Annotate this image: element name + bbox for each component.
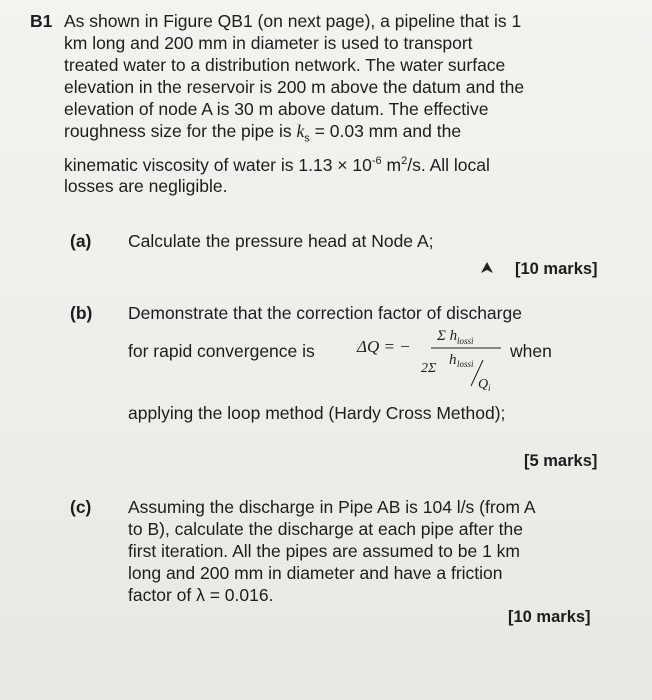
correction-factor-formula xyxy=(355,328,505,392)
part-b-line2-prefix: for rapid convergence is xyxy=(128,341,315,361)
intro-line: treated water to a distribution network. The water surface xyxy=(64,55,506,75)
exponent: 2 xyxy=(401,154,408,167)
question-intro xyxy=(64,10,524,197)
part-c-line: factor of λ = 0.016. xyxy=(128,585,274,605)
part-b-marks: [5 marks] xyxy=(524,452,598,470)
part-b-line3: applying the loop method (Hardy Cross Method); xyxy=(128,403,506,423)
intro-line: km long and 200 mm in diameter is used to transport xyxy=(64,33,473,53)
part-a-marks: [10 marks] xyxy=(515,260,598,278)
intro-text: kinematic viscosity of water is 1.13 × 10 xyxy=(64,154,372,175)
part-c-line: to B), calculate the discharge at each pipe after the xyxy=(128,519,523,539)
part-c-label: (c) xyxy=(70,497,92,517)
question-number: B1 xyxy=(30,11,53,31)
formula-denominator-h: h xyxy=(449,352,457,368)
formula-numerator: Σ h xyxy=(437,328,458,344)
mouse-cursor-icon xyxy=(480,261,494,277)
part-c-marks: [10 marks] xyxy=(508,608,591,626)
intro-line: elevation in the reservoir is 200 m above the datum and the xyxy=(64,77,525,97)
part-a-label: (a) xyxy=(70,231,92,251)
part-b-label: (b) xyxy=(70,303,93,323)
roughness-subscript: s xyxy=(304,132,310,145)
part-c-line: Assuming the discharge in Pipe AB is 104 l/s (from A xyxy=(128,497,536,517)
part-c-line: first iteration. All the pipes are assumed to be 1 km xyxy=(128,541,520,561)
formula-lhs: ΔQ = − xyxy=(357,337,411,356)
part-b-line1: Demonstrate that the correction factor of discharge xyxy=(128,303,522,323)
intro-line xyxy=(64,150,524,176)
formula-numerator-sub: lossi xyxy=(457,336,474,346)
intro-text: roughness size for the pipe is xyxy=(64,121,292,141)
intro-line: elevation of node A is 30 m above datum. The effective xyxy=(64,99,489,119)
intro-text: m xyxy=(381,154,402,175)
intro-line: As shown in Figure QB1 (on next page), a pipeline that is 1 xyxy=(64,11,522,31)
formula-denominator-q: Q xyxy=(478,377,489,392)
formula-denominator-sum: 2Σ xyxy=(421,361,437,376)
intro-text: /s. All local xyxy=(407,154,490,175)
intro-text: = 0.03 mm and the xyxy=(309,121,462,141)
part-c-line: long and 200 mm in diameter and have a friction xyxy=(128,563,503,583)
roughness-symbol: k xyxy=(296,121,305,141)
intro-line: losses are negligible. xyxy=(64,176,228,197)
exponent: -6 xyxy=(371,154,382,167)
part-a-text: Calculate the pressure head at Node A; xyxy=(128,231,434,251)
intro-line xyxy=(64,120,524,150)
part-b-line2-suffix: when xyxy=(510,341,552,361)
formula-denominator-sub: lossi xyxy=(457,359,474,369)
formula-denominator-q-sub: i xyxy=(488,383,491,392)
